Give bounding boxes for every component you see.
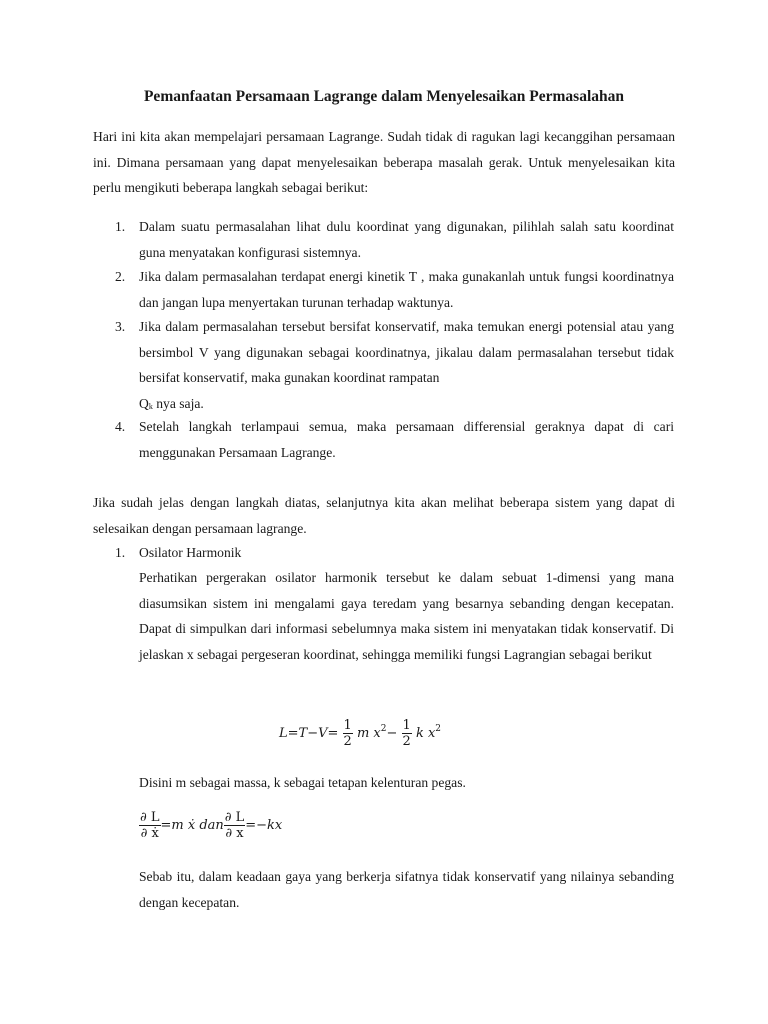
eq1-minus: − xyxy=(386,726,398,741)
step-number: 3. xyxy=(115,319,126,334)
symbol-q: Q xyxy=(139,395,149,411)
symbol-subscript: k xyxy=(148,401,153,411)
after-equation-text: Disini m sebagai massa, k sebagai tetapan kelenturan pegas. xyxy=(139,775,466,790)
eq2-frac1-num: ∂ L xyxy=(140,810,160,825)
eq2-tail: =−kx xyxy=(245,818,283,833)
eq1-mid: m x xyxy=(356,726,381,741)
transition-paragraph: Jika sudah jelas dengan langkah diatas, selanjutnya kita akan melihat beberapa sistem yang dapat di selesaikan dengan persamaan lagrange. xyxy=(93,495,675,536)
lagrangian-equation xyxy=(279,718,441,749)
eq2-fraction-1 xyxy=(139,810,161,841)
step-number: 4. xyxy=(115,419,126,434)
eq1-lhs: L=T−V= xyxy=(279,726,339,741)
eq2-frac2-den: ∂ x xyxy=(225,826,244,841)
eq1-frac-den: 2 xyxy=(343,734,352,749)
eq2-fraction-2 xyxy=(224,810,246,841)
system-heading: Osilator Harmonik xyxy=(139,545,242,560)
eq1-fraction xyxy=(343,718,353,749)
eq2-frac2-num: ∂ L xyxy=(224,810,245,825)
system-paragraph: Perhatikan pergerakan osilator harmonik tersebut ke dalam sebuat 1-dimensi yang mana diasumsikan sistem ini mengalami gaya teredam yang besarnya sebanding dengan kecepatan. Dapat di simpulkan dari informasi sebelumnya maka sistem ini menyatakan tidak konservatif. Di jelaskan x sebagai pergeseran koordinat, sehingga memiliki fungsi Lagrangian sebagai berikut xyxy=(139,570,674,662)
eq1-fraction-2 xyxy=(402,718,412,749)
step-text: Dalam suatu permasalahan lihat dulu koordinat yang digunakan, pilihlah salah satu koordinat guna menyatakan konfigurasi sistemnya. xyxy=(139,219,674,260)
intro-paragraph: Hari ini kita akan mempelajari persamaan Lagrange. Sudah tidak di ragukan lagi kecanggihan persamaan ini. Dimana persamaan yang dapat menyelesaikan beberapa masalah gerak. Untuk menyelesaikan kita perlu mengikuti beberapa langkah sebagai berikut: xyxy=(93,129,675,195)
step-text xyxy=(139,314,674,419)
document-title: Pemanfaatan Persamaan Lagrange dalam Menyelesaikan Permasalahan xyxy=(143,88,625,105)
step-number: 1. xyxy=(115,219,126,234)
eq1-frac-num: 1 xyxy=(343,718,352,733)
step-text-main: Jika dalam permasalahan tersebut bersifat konservatif, maka temukan energi potensial atau yang bersimbol V yang digunakan sebagai koordinatnya, jikalau dalam permasalahan tersebut tidak bersifat konservatif, maka gunakan koordinat rampatan xyxy=(139,319,674,385)
closing-paragraph: Sebab itu, dalam keadaan gaya yang berkerja sifatnya tidak konservatif yang nilainya sebanding dengan kecepatan. xyxy=(139,869,674,910)
eq1-tail: k x xyxy=(415,726,436,741)
step-text: Jika dalam permasalahan terdapat energi kinetik T , maka gunakanlah untuk fungsi koordinatnya dan jangan lupa menyertakan turunan terhadap waktunya. xyxy=(139,269,674,310)
eq1-frac2-num: 1 xyxy=(402,718,411,733)
system-number: 1. xyxy=(115,545,126,560)
step-text: Setelah langkah terlampaui semua, maka persamaan differensial geraknya dapat di cari menggunakan Persamaan Lagrange. xyxy=(139,419,674,460)
eq1-power-2: 2 xyxy=(435,724,442,734)
eq1-frac2-den: 2 xyxy=(402,734,411,749)
step-tail-text: nya saja. xyxy=(152,395,204,411)
eq2-mid: =m ẋ dan xyxy=(160,818,224,833)
eq2-frac1-den: ∂ ẋ xyxy=(140,826,159,841)
derivative-equation xyxy=(139,810,282,841)
step-number: 2. xyxy=(115,269,126,284)
eq1-power: 2 xyxy=(380,724,387,734)
